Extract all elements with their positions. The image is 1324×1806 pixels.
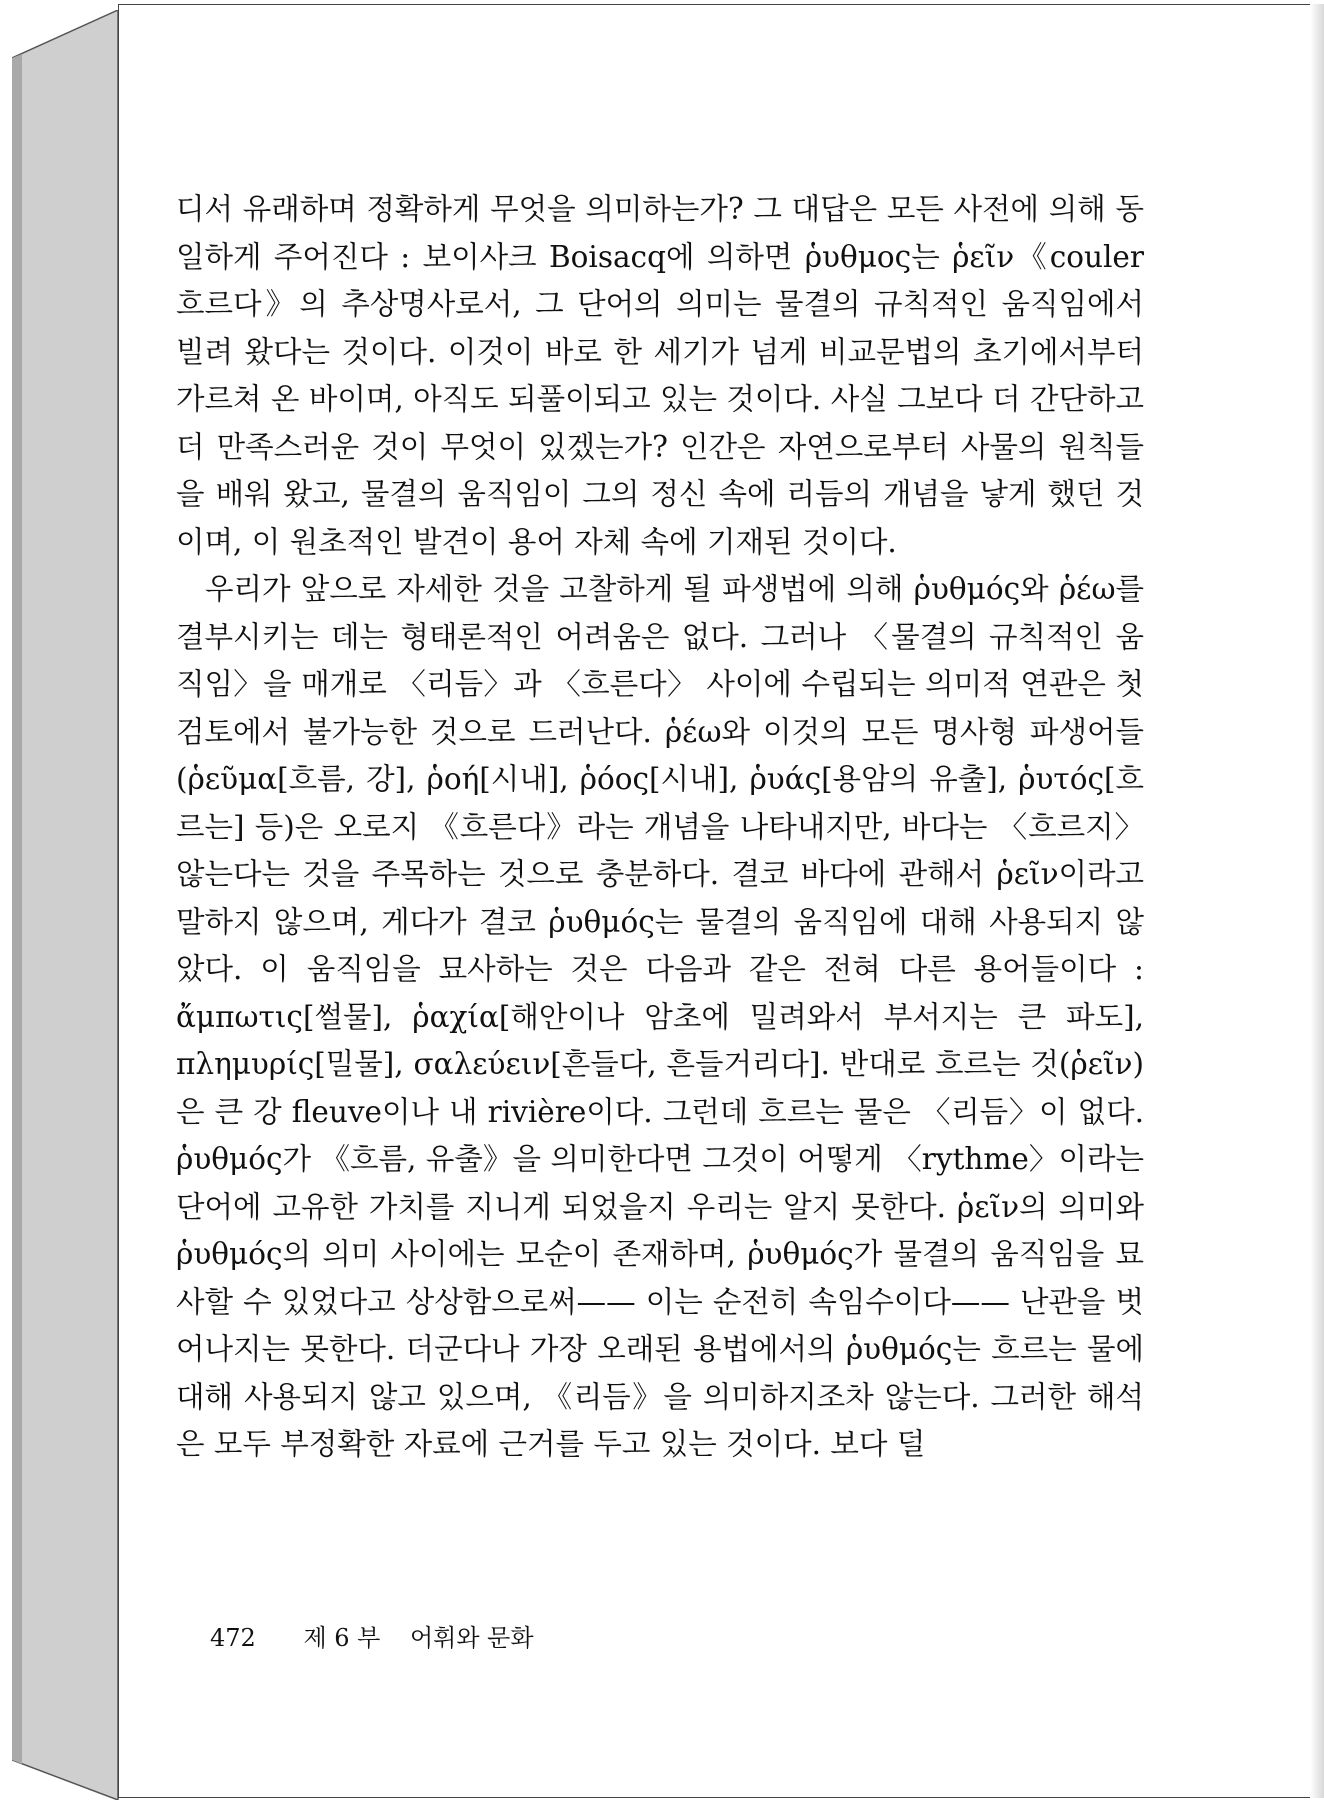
page-edge-shadow bbox=[1310, 4, 1324, 1798]
paragraph-1: 디서 유래하며 정확하게 무엇을 의미하는가? 그 대답은 모든 사전에 의해 동일하게 주어진다 : 보이사크 Boisacq에 의하면 ῥυθμος는 ῥεῖν《couler 흐르다》의 추상명사로서, 그 단어의 의미는 물결의 규칙적인 움직임에서 빌려 왔다는 것이다. 이것이 바로 한 세기가 넘게 비교문법의 초기에서부터 가르쳐 온 바이며, 아직도 되풀이되고 있는 것이다. 사실 그보다 더 간단하고 더 만족스러운 것이 무엇이 있겠는가? 인간은 자연으로부터 사물의 원칙들을 배워 왔고, 물결의 움직임이 그의 정신 속에 리듬의 개념을 낳게 했던 것이며, 이 원초적인 발견이 용어 자체 속에 기재된 것이다. bbox=[176, 192, 1144, 559]
spine-shadow bbox=[12, 54, 22, 1764]
running-title: 어휘와 문화 bbox=[410, 1624, 534, 1652]
page-body bbox=[176, 186, 1144, 1469]
book-spine bbox=[12, 10, 132, 1800]
page-number: 472 bbox=[210, 1624, 256, 1652]
spine-face bbox=[12, 10, 118, 1800]
part-label: 제 6 부 bbox=[303, 1624, 381, 1652]
paragraph-2: 우리가 앞으로 자세한 것을 고찰하게 될 파생법에 의해 ῥυθμός와 ῥέω를 결부시키는 데는 형태론적인 어려움은 없다. 그러나 〈물결의 규칙적인 움직임〉을 매개로 〈리듬〉과 〈흐른다〉 사이에 수립되는 의미적 연관은 첫 검토에서 불가능한 것으로 드러난다. ῥέω와 이것의 모든 명사형 파생어들(ῥεῦμα[흐름, 강], ῥοή[시내], ῥόος[시내], ῥυάς[용암의 유출], ῥυτός[흐르는] 등)은 오로지 《흐른다》라는 개념을 나타내지만, 바다는 〈흐르지〉 않는다는 것을 주목하는 것으로 충분하다. 결코 바다에 관해서 ῥεῖν이라고 말하지 않으며, 게다가 결코 ῥυθμός는 물결의 움직임에 대해 사용되지 않았다. 이 움직임을 묘사하는 것은 다음과 같은 전혀 다른 용어들이다 : ἄμπωτις[썰물], ῥαχία[해안이나 암초에 밀려와서 부서지는 큰 파도], πλημυρίς[밀물], σαλεύειν[흔들다, 흔들거리다]. 반대로 흐르는 것(ῥεῖν)은 큰 강 fleuve이나 내 rivière이다. 그런데 흐르는 물은 〈리듬〉이 없다. ῥυθμός가 《흐름, 유출》을 의미한다면 그것이 어떻게 〈rythme〉이라는 단어에 고유한 가치를 지니게 되었을지 우리는 알지 못한다. ῥεῖν의 의미와 ῥυθμός의 의미 사이에는 모순이 존재하며, ῥυθμός가 물결의 움직임을 묘사할 수 있었다고 상상함으로써—— 이는 순전히 속임수이다—— 난관을 벗어나지는 못한다. 더군다나 가장 오래된 용법에서의 ῥυθμός는 흐르는 물에 대해 사용되지 않고 있으며, 《리듬》을 의미하지조차 않는다. 그러한 해석은 모두 부정확한 자료에 근거를 두고 있는 것이다. 보다 덜 bbox=[176, 572, 1144, 1461]
page-footer bbox=[210, 1618, 534, 1653]
